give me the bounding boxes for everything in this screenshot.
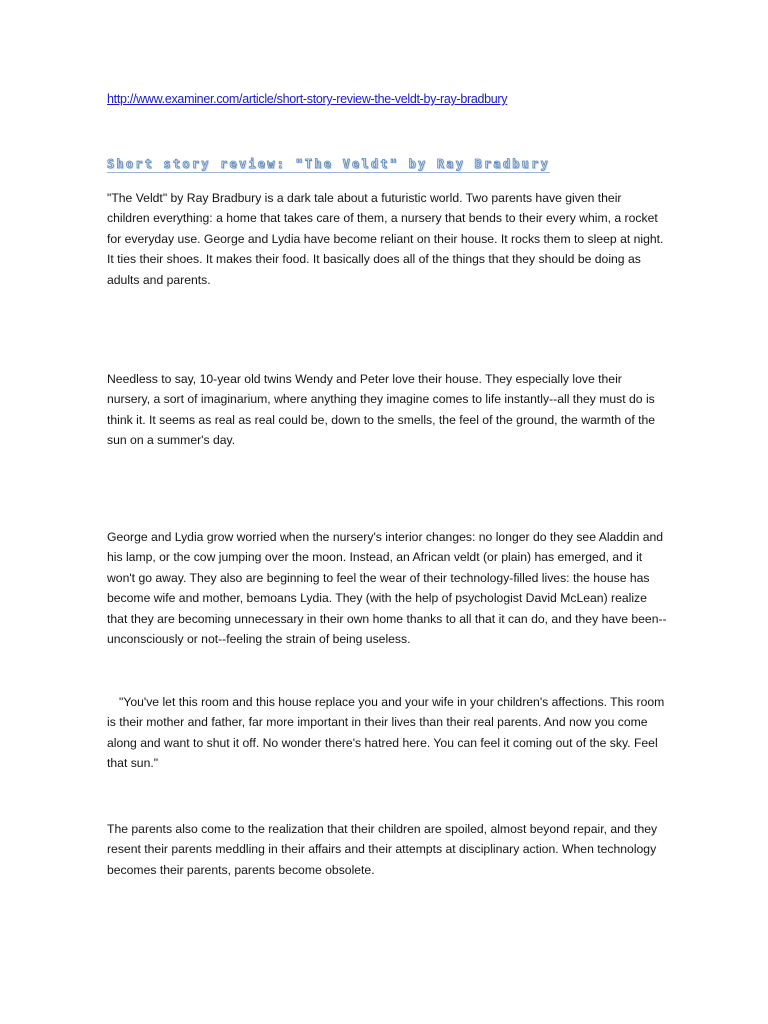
paragraph-intro: "The Veldt" by Ray Bradbury is a dark tale about a futuristic world. Two parents have given their children everything: a home that takes care of them, a nursery that bends to their every whim, a rocket for everyday use. George and Lydia have become reliant on their house. It rocks them to sleep at night. It ties their shoes. It makes their food. It basically does all of the things that they should be doing as adults and parents. <box>107 191 664 287</box>
article-title: Short story review: "The Veldt" by Ray Bradbury <box>107 157 550 171</box>
paragraph-twins: Needless to say, 10-year old twins Wendy and Peter love their house. They especially love their nursery, a sort of imaginarium, where anything they imagine comes to life instantly--all they must do is think it. It seems as real as real could be, down to the smells, the feel of the ground, the warmth of the sun on a summer's day. <box>107 372 656 448</box>
paragraph-conclusion: The parents also come to the realization that their children are spoiled, almost beyond repair, and they resent their parents meddling in their affairs and their attempts at disciplinary action. When technology becomes their parents, parents become obsolete. <box>107 822 658 877</box>
paragraph-nursery-change: George and Lydia grow worried when the nursery's interior changes: no longer do they see Aladdin and his lamp, or the cow jumping over the moon. Instead, an African veldt (or plain) has emerged, and it won't go away. They also are beginning to feel the wear of their technology-filled lives: the house has become wife and mother, bemoans Lydia. They (with the help of psychologist David McLean) realize that they are becoming unnecessary in their own home thanks to all that it can do, and they have been--unconsciously or not--feeling the strain of being useless. <box>107 530 667 647</box>
paragraph-quote: "You've let this room and this house replace you and your wife in your children's affections. This room is their mother and father, far more important in their lives than their real parents. And now you come along and want to shut it off. No wonder there's hatred here. You can feel it coming out of the sky. Feel that sun." <box>107 695 665 771</box>
source-link[interactable]: http://www.examiner.com/article/short-story-review-the-veldt-by-ray-bradbury <box>107 92 508 106</box>
